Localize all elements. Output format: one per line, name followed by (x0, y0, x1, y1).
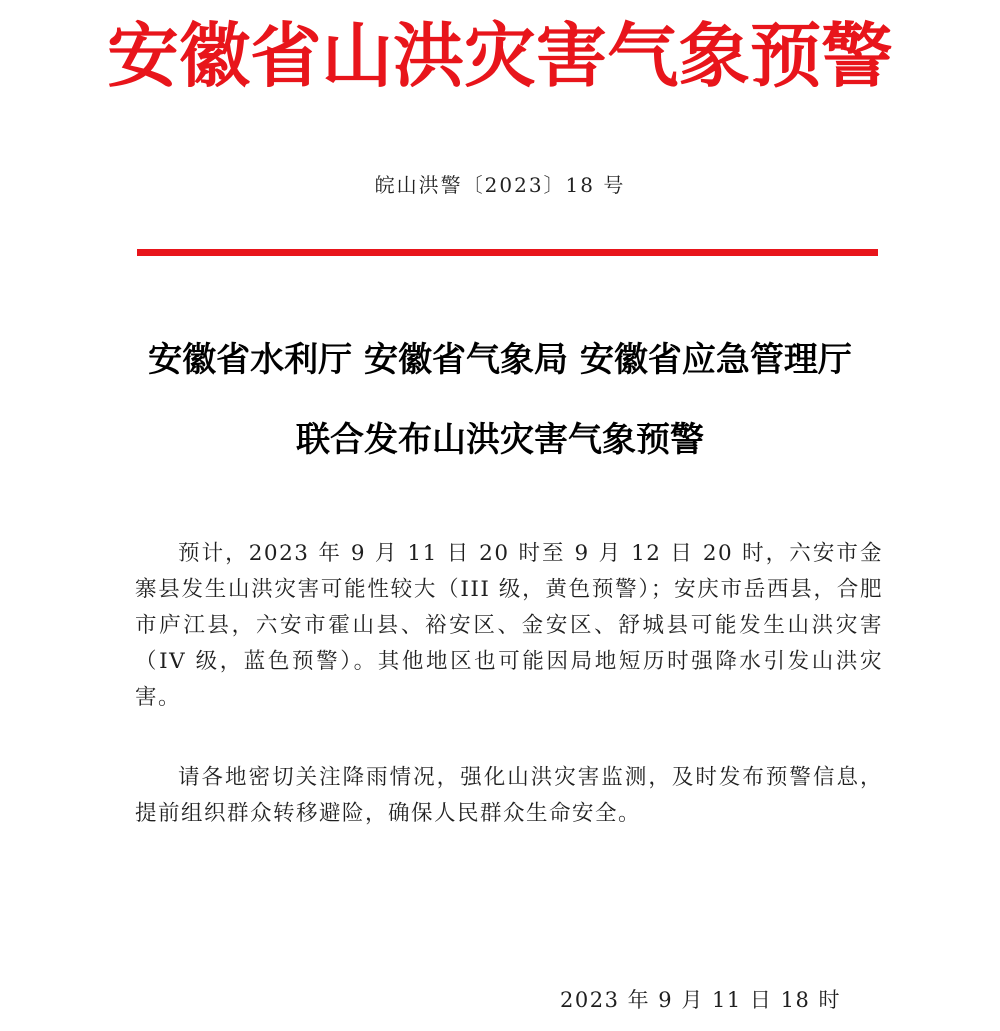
headline-line-2: 联合发布山洪灾害气象预警 (296, 420, 704, 460)
body-paragraph-forecast: 预计，2023 年 9 月 11 日 20 时至 9 月 12 日 20 时，六安市金寨县发生山洪灾害可能性较大（III 级，黄色预警）；安庆市岳西县，合肥市庐江县，六安市霍山县、裕安区、金安区、舒城县可能发生山洪灾害（IV 级，蓝色预警）。其他地区也可能因局地短历时强降水引发山洪灾害。 (135, 541, 883, 710)
document-number: 皖山洪警〔2023〕18 号 (374, 173, 626, 197)
headline-line-1: 安徽省水利厅 安徽省气象局 安徽省应急管理厅 (148, 340, 852, 380)
issue-date: 2023 年 9 月 11 日 18 时 (560, 988, 841, 1012)
masthead-title: 安徽省山洪灾害气象预警 (107, 14, 893, 97)
red-divider-line (137, 249, 878, 256)
body-paragraph-instructions: 请各地密切关注降雨情况，强化山洪灾害监测，及时发布预警信息，提前组织群众转移避险，确保人民群众生命安全。 (135, 765, 883, 826)
